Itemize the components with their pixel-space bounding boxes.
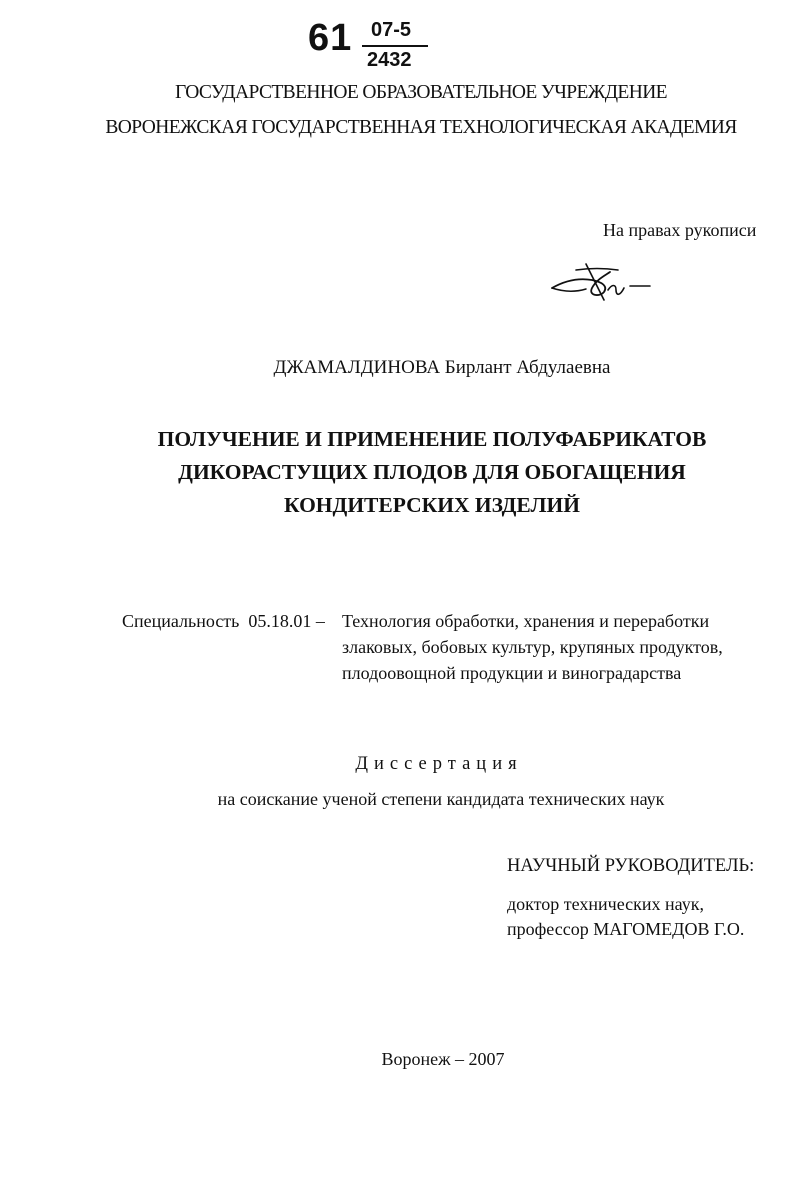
organization-line-1: ГОСУДАРСТВЕННОЕ ОБРАЗОВАТЕЛЬНОЕ УЧРЕЖДЕНИЕ <box>175 82 667 103</box>
city-year: Воронеж – 2007 <box>381 1049 505 1069</box>
organization-line-2: ВОРОНЕЖСКАЯ ГОСУДАРСТВЕННАЯ ТЕХНОЛОГИЧЕСКАЯ АКАДЕМИЯ <box>105 117 737 138</box>
advisor-name: профессор МАГОМЕДОВ Г.О. <box>507 919 745 939</box>
signature-mark <box>546 256 656 306</box>
title-line: КОНДИТЕРСКИХ ИЗДЕЛИЙ <box>284 493 580 517</box>
library-code-numerator: 07-5 <box>371 19 412 41</box>
library-code-main: 61 <box>308 17 353 59</box>
library-code-divider <box>362 45 428 47</box>
author-name: ДЖАМАЛДИНОВА Бирлант Абдулаевна <box>273 357 611 378</box>
document-type: Диссертация <box>355 754 523 774</box>
library-code-denominator: 2432 <box>367 49 412 71</box>
specialty-line: Технология обработки, хранения и переработки <box>342 611 710 631</box>
advisor-heading: НАУЧНЫЙ РУКОВОДИТЕЛЬ: <box>507 856 755 876</box>
advisor-degree: доктор технических наук, <box>507 894 704 914</box>
specialty-label: Специальность 05.18.01 – <box>122 611 325 631</box>
specialty-line: плодоовощной продукции и виноградарства <box>342 663 682 683</box>
degree-statement: на соискание ученой степени кандидата технических наук <box>217 789 665 809</box>
title-line: ПОЛУЧЕНИЕ И ПРИМЕНЕНИЕ ПОЛУФАБРИКАТОВ <box>157 427 707 451</box>
manuscript-rights-notice: На правах рукописи <box>603 220 757 240</box>
dissertation-title <box>0 423 798 522</box>
specialty-description <box>342 608 723 686</box>
title-line: ДИКОРАСТУЩИХ ПЛОДОВ ДЛЯ ОБОГАЩЕНИЯ <box>178 460 686 484</box>
specialty-line: злаковых, бобовых культур, крупяных продуктов, <box>342 637 723 657</box>
